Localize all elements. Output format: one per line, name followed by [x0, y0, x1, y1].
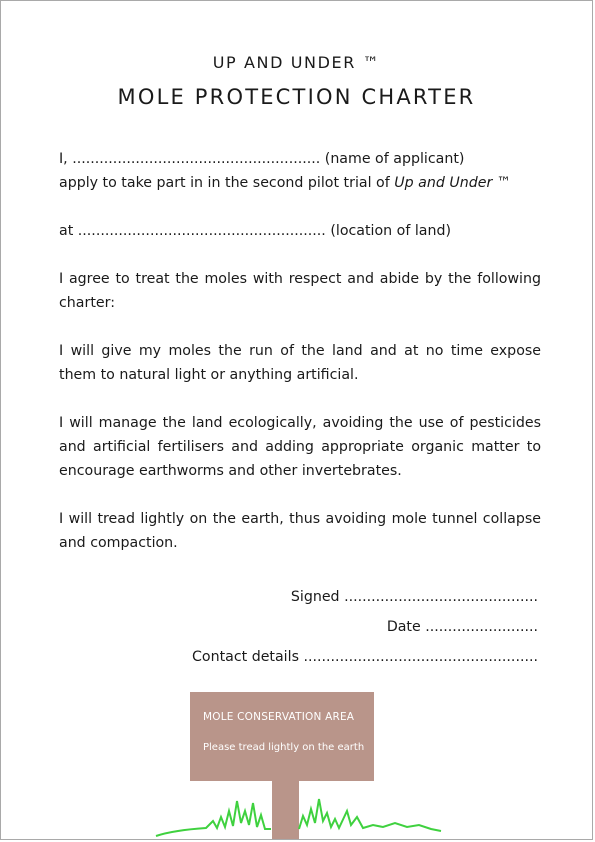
applicant-label: (name of applicant)	[324, 151, 465, 167]
grass-line	[156, 801, 271, 836]
grass-illustration	[151, 781, 451, 840]
applicant-line	[59, 147, 541, 171]
grass-line	[299, 799, 441, 831]
charter-title: MOLE PROTECTION CHARTER	[117, 85, 476, 109]
apply-text: apply to take part in in the second pilot trial of	[59, 175, 390, 191]
charter-paragraph: I agree to treat the moles with respect and abide by the following charter:	[59, 271, 541, 311]
location-line	[59, 219, 541, 243]
location-paragraph	[59, 219, 541, 243]
applicant-paragraph	[59, 147, 541, 195]
apply-line	[59, 171, 541, 195]
sign-heading: MOLE CONSERVATION AREA	[203, 711, 355, 723]
applicant-name-field[interactable]: .......................................................	[72, 151, 321, 167]
date-label: Date	[386, 619, 421, 635]
sign-text: Please tread lightly on the earth	[203, 742, 365, 753]
location-label: (location of land)	[330, 223, 452, 239]
contact-line	[118, 649, 538, 665]
location-prefix: at	[59, 223, 74, 239]
charter-body	[59, 147, 541, 579]
contact-label: Contact details	[191, 649, 299, 665]
date-field[interactable]: .........................	[425, 619, 538, 635]
charter-paragraph: I will give my moles the run of the land and at no time expose them to natural light or anything artificial.	[59, 343, 541, 383]
contact-field[interactable]: ....................................................	[303, 649, 538, 665]
charter-paragraph: I will tread lightly on the earth, thus avoiding mole tunnel collapse and compaction.	[59, 511, 541, 551]
trial-name: Up and Under ™	[394, 175, 511, 191]
charter-paragraph: I will manage the land ecologically, avoiding the use of pesticides and artificial fertilisers and adding appropriate organic matter to encourage earthworms and other invertebrates.	[59, 415, 541, 479]
signed-line	[118, 589, 538, 605]
date-line	[118, 619, 538, 635]
applicant-prefix: I,	[59, 151, 68, 167]
charter-subtitle: UP AND UNDER ™	[212, 53, 381, 72]
mole-conservation-sign	[190, 692, 374, 781]
signed-label: Signed	[290, 589, 340, 605]
signed-field[interactable]: ...........................................	[344, 589, 538, 605]
location-field[interactable]: .......................................................	[77, 223, 326, 239]
